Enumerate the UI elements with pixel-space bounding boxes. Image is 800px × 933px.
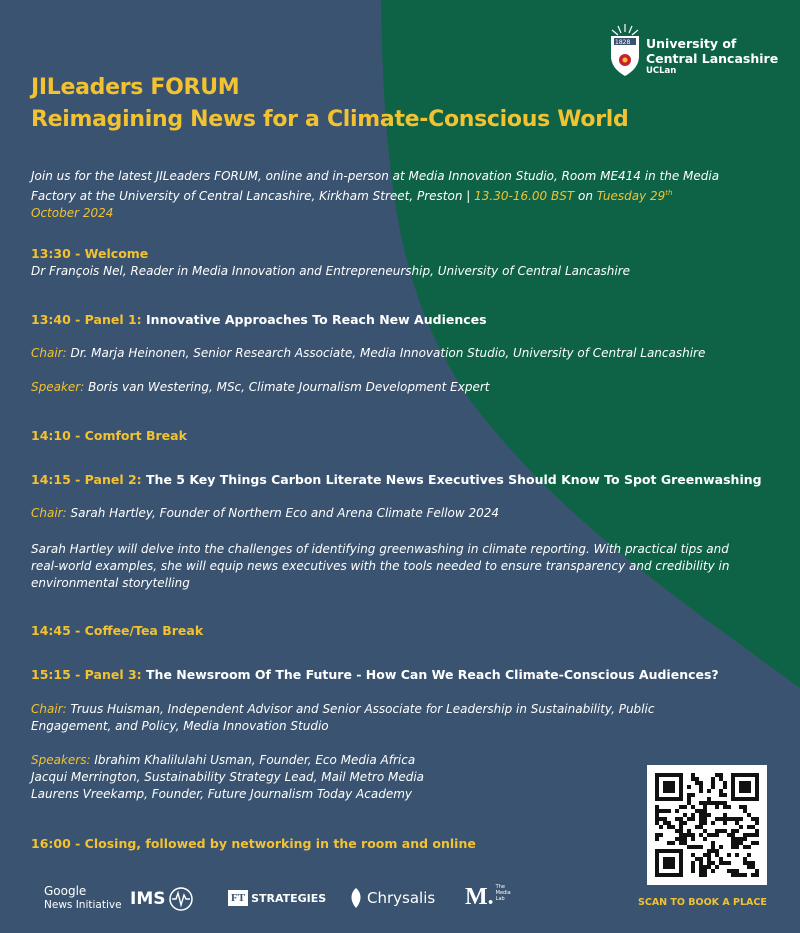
sponsor-chrysalis: Chrysalis — [349, 887, 435, 909]
uclan-crest-icon — [608, 22, 642, 78]
panel3-heading: 15:15 - Panel 3: The Newsroom Of The Future - How Can We Reach Climate-Conscious Audiences? — [31, 667, 719, 682]
coffee-break: 14:45 - Coffee/Tea Break — [31, 623, 204, 638]
panel2-chair: Chair: Sarah Hartley, Founder of Northern Eco and Arena Climate Fellow 2024 — [31, 506, 500, 520]
event-time: 13.30-16.00 BST — [474, 189, 575, 203]
speaker-item: Laurens Vreekamp, Founder, Future Journalism Today Academy — [31, 787, 412, 801]
comfort-break: 14:10 - Comfort Break — [31, 428, 187, 443]
panel1-title: Innovative Approaches To Reach New Audiences — [146, 312, 487, 327]
university-logo — [608, 22, 788, 82]
panel1-chair: Chair: Dr. Marja Heinonen, Senior Research Associate, Media Innovation Studio, University of Central Lancashire — [31, 346, 706, 360]
closing: 16:00 - Closing, followed by networking in the room and online — [31, 836, 476, 851]
ims-waveform-icon — [168, 887, 194, 911]
sponsor-ft-strategies: FT STRATEGIES — [228, 890, 326, 906]
panel2-title: The 5 Key Things Carbon Literate News Executives Should Know To Spot Greenwashing — [146, 472, 762, 487]
panel3-title: The Newsroom Of The Future - How Can We Reach Climate-Conscious Audiences? — [146, 667, 719, 682]
intro-paragraph: Join us for the latest JILeaders FORUM, online and in-person at Media Innovation Studio, Room ME414 in the Media Factory at the University of Central Lancashire, Kirkham Street, Preston | 13.30-16.00 BST on Tuesday 29th October 2024 — [31, 169, 720, 220]
sponsor-google-news-initiative: Google News Initiative — [44, 884, 122, 911]
welcome-speaker: Dr François Nel, Reader in Media Innovation and Entrepreneurship, University of Central Lancashire — [31, 264, 631, 278]
panel3-chair: Chair: Truus Huisman, Independent Advisor and Senior Associate for Leadership in Sustainability, Public Engagement, and Policy, Media Innovation Studio — [31, 702, 655, 733]
page-title: JILeaders FORUM — [31, 75, 240, 100]
sponsor-media-lab: M. The Media Lab — [465, 884, 511, 910]
speaker-item: Ibrahim Khalilulahi Usman, Founder, Eco Media Africa — [94, 753, 416, 767]
panel2-heading: 14:15 - Panel 2: The 5 Key Things Carbon Literate News Executives Should Know To Spot Greenwashing — [31, 472, 762, 487]
panel1-heading: 13:40 - Panel 1: Innovative Approaches To Reach New Audiences — [31, 312, 487, 327]
logo-year: 1828 — [615, 39, 631, 46]
speaker-item: Jacqui Merrington, Sustainability Strategy Lead, Mail Metro Media — [31, 770, 425, 784]
scan-to-book-label: SCAN TO BOOK A PLACE — [638, 897, 767, 908]
page-subtitle: Reimagining News for a Climate-Conscious World — [31, 107, 629, 132]
qr-code-icon — [655, 773, 759, 877]
panel3-speakers: Speakers: Ibrahim Khalilulahi Usman, Founder, Eco Media Africa Jacqui Merrington, Sustainability Strategy Lead, Mail Metro Media Laurens Vreekamp, Founder, Future Journalism Today Academy — [31, 752, 631, 803]
university-short-name: UCLan — [646, 66, 677, 76]
chrysalis-leaf-icon — [349, 887, 363, 909]
sponsor-ims: IMS — [130, 887, 194, 911]
panel2-description: Sarah Hartley will delve into the challenges of identifying greenwashing in climate reporting. With practical tips and real-world examples, she will equip news executives with the tools needed to ensure transparency and credibility in environmental storytelling — [31, 542, 730, 590]
university-name: University of Central Lancashire — [646, 36, 779, 66]
event-date: Tuesday 29th October 2024 — [31, 189, 673, 220]
panel1-speaker: Speaker: Boris van Westering, MSc, Climate Journalism Development Expert — [31, 380, 490, 394]
qr-code[interactable] — [647, 765, 767, 885]
welcome-time: 13:30 - Welcome — [31, 246, 149, 261]
